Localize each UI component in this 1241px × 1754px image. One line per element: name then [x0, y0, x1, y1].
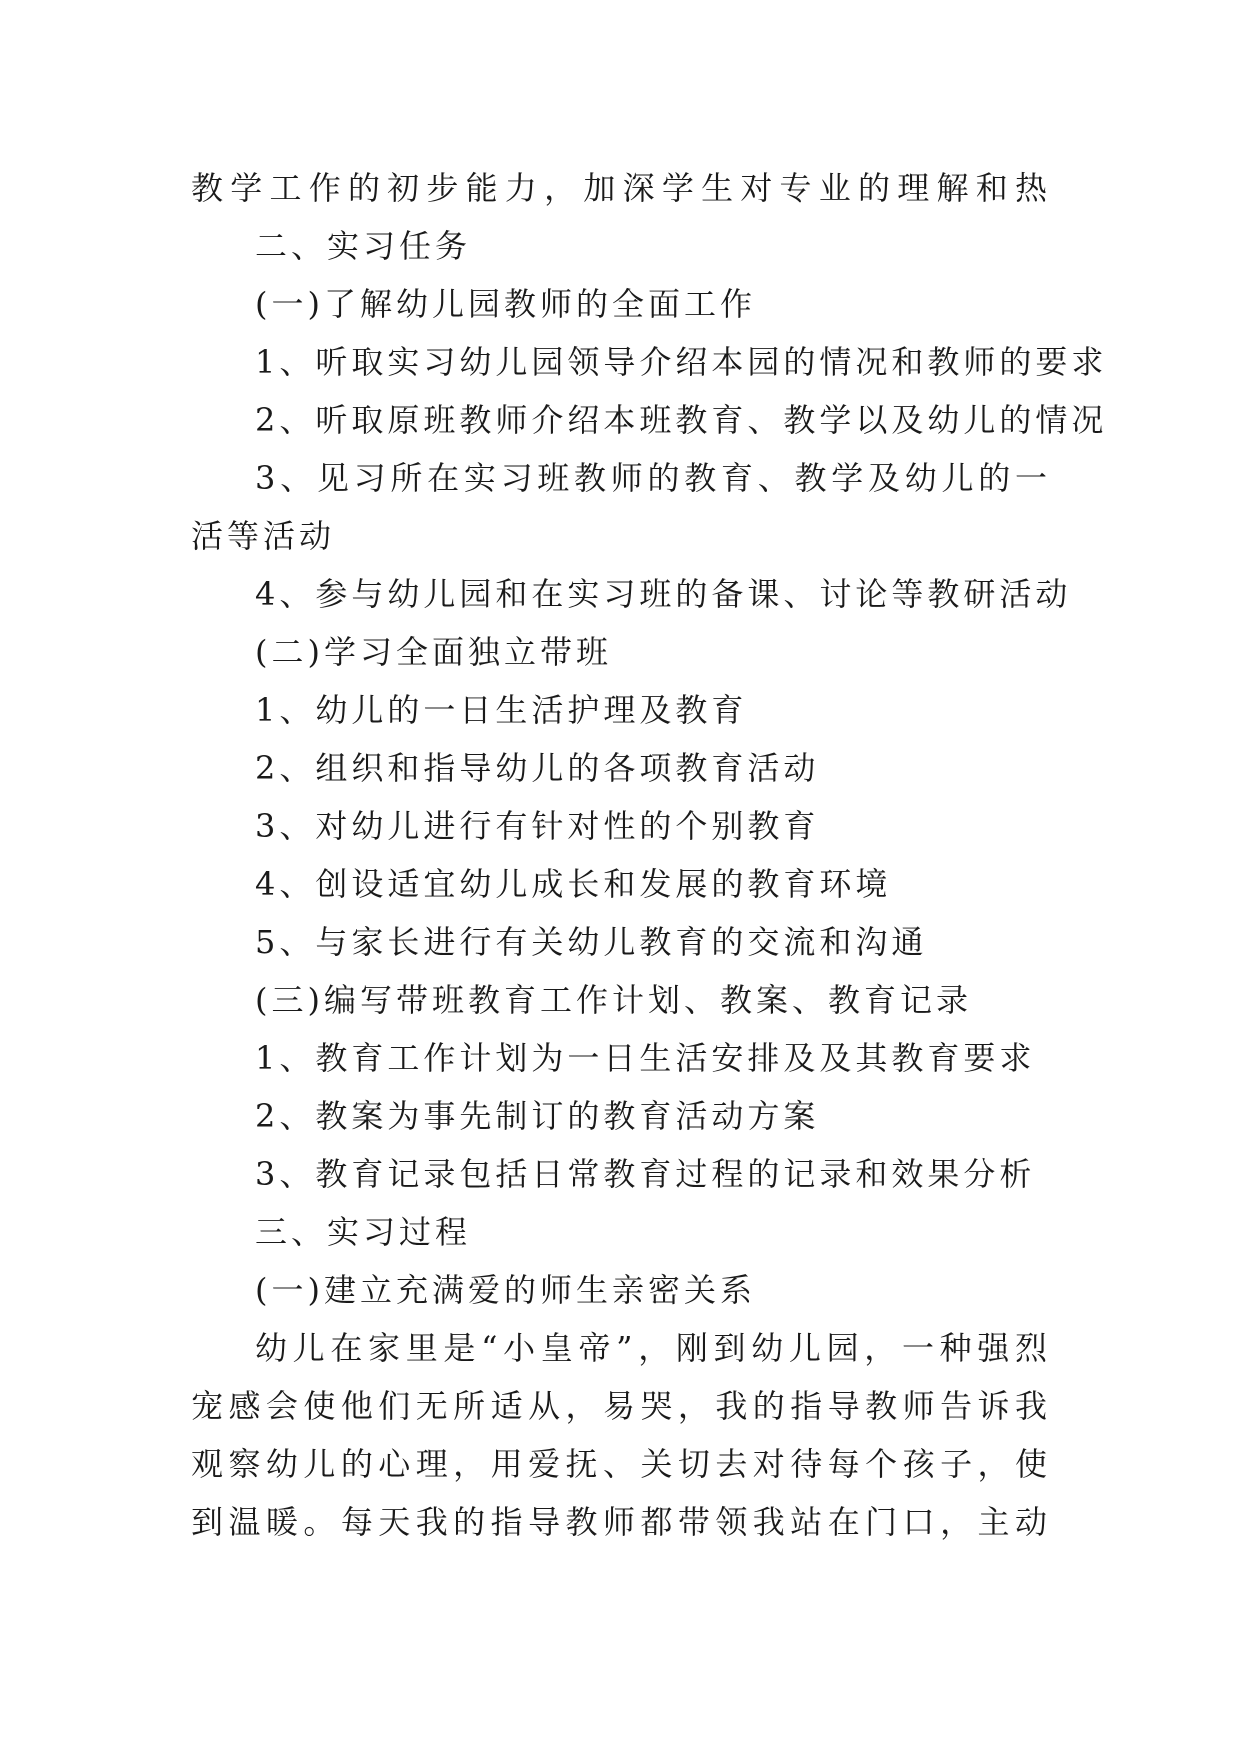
paragraph-line: 教学工作的初步能力，加深学生对专业的理解和热: [191, 169, 1051, 207]
list-item: 2、教案为事先制订的教育活动方案: [255, 1097, 820, 1135]
list-item-continuation: 活等活动: [191, 517, 336, 555]
document-body: [191, 159, 1108, 1551]
list-item: 1、教育工作计划为一日生活安排及及其教育要求: [255, 1039, 1036, 1077]
list-item: 4、创设适宜幼儿成长和发展的教育环境: [255, 865, 892, 903]
section-heading: 二、实习任务: [255, 227, 472, 265]
list-item: 5、与家长进行有关幼儿教育的交流和沟通: [255, 923, 928, 961]
list-item: 1、听取实习幼儿园领导介绍本园的情况和教师的要求: [255, 343, 1108, 381]
subsection-heading: (一)了解幼儿园教师的全面工作: [255, 285, 756, 323]
list-item: 3、见习所在实习班教师的教育、教学及幼儿的一: [255, 459, 1051, 497]
paragraph-line: 观察幼儿的心理，用爱抚、关切去对待每个孩子，使: [191, 1445, 1051, 1483]
paragraph-line: 幼儿在家里是“小皇帝”，刚到幼儿园，一种强烈: [255, 1329, 1051, 1367]
paragraph-line: 宠感会使他们无所适从，易哭，我的指导教师告诉我: [191, 1387, 1051, 1425]
section-heading: 三、实习过程: [255, 1213, 472, 1251]
subsection-heading: (三)编写带班教育工作计划、教案、教育记录: [255, 981, 972, 1019]
list-item: 2、组织和指导幼儿的各项教育活动: [255, 749, 820, 787]
list-item: 2、听取原班教师介绍本班教育、教学以及幼儿的情况: [255, 401, 1108, 439]
list-item: 1、幼儿的一日生活护理及教育: [255, 691, 748, 729]
paragraph-line: 到温暖。每天我的指导教师都带领我站在门口，主动: [191, 1503, 1051, 1541]
subsection-heading: (一)建立充满爱的师生亲密关系: [255, 1271, 756, 1309]
list-item: 4、参与幼儿园和在实习班的备课、讨论等教研活动: [255, 575, 1072, 613]
list-item: 3、教育记录包括日常教育过程的记录和效果分析: [255, 1155, 1036, 1193]
subsection-heading: (二)学习全面独立带班: [255, 633, 612, 671]
list-item: 3、对幼儿进行有针对性的个别教育: [255, 807, 820, 845]
